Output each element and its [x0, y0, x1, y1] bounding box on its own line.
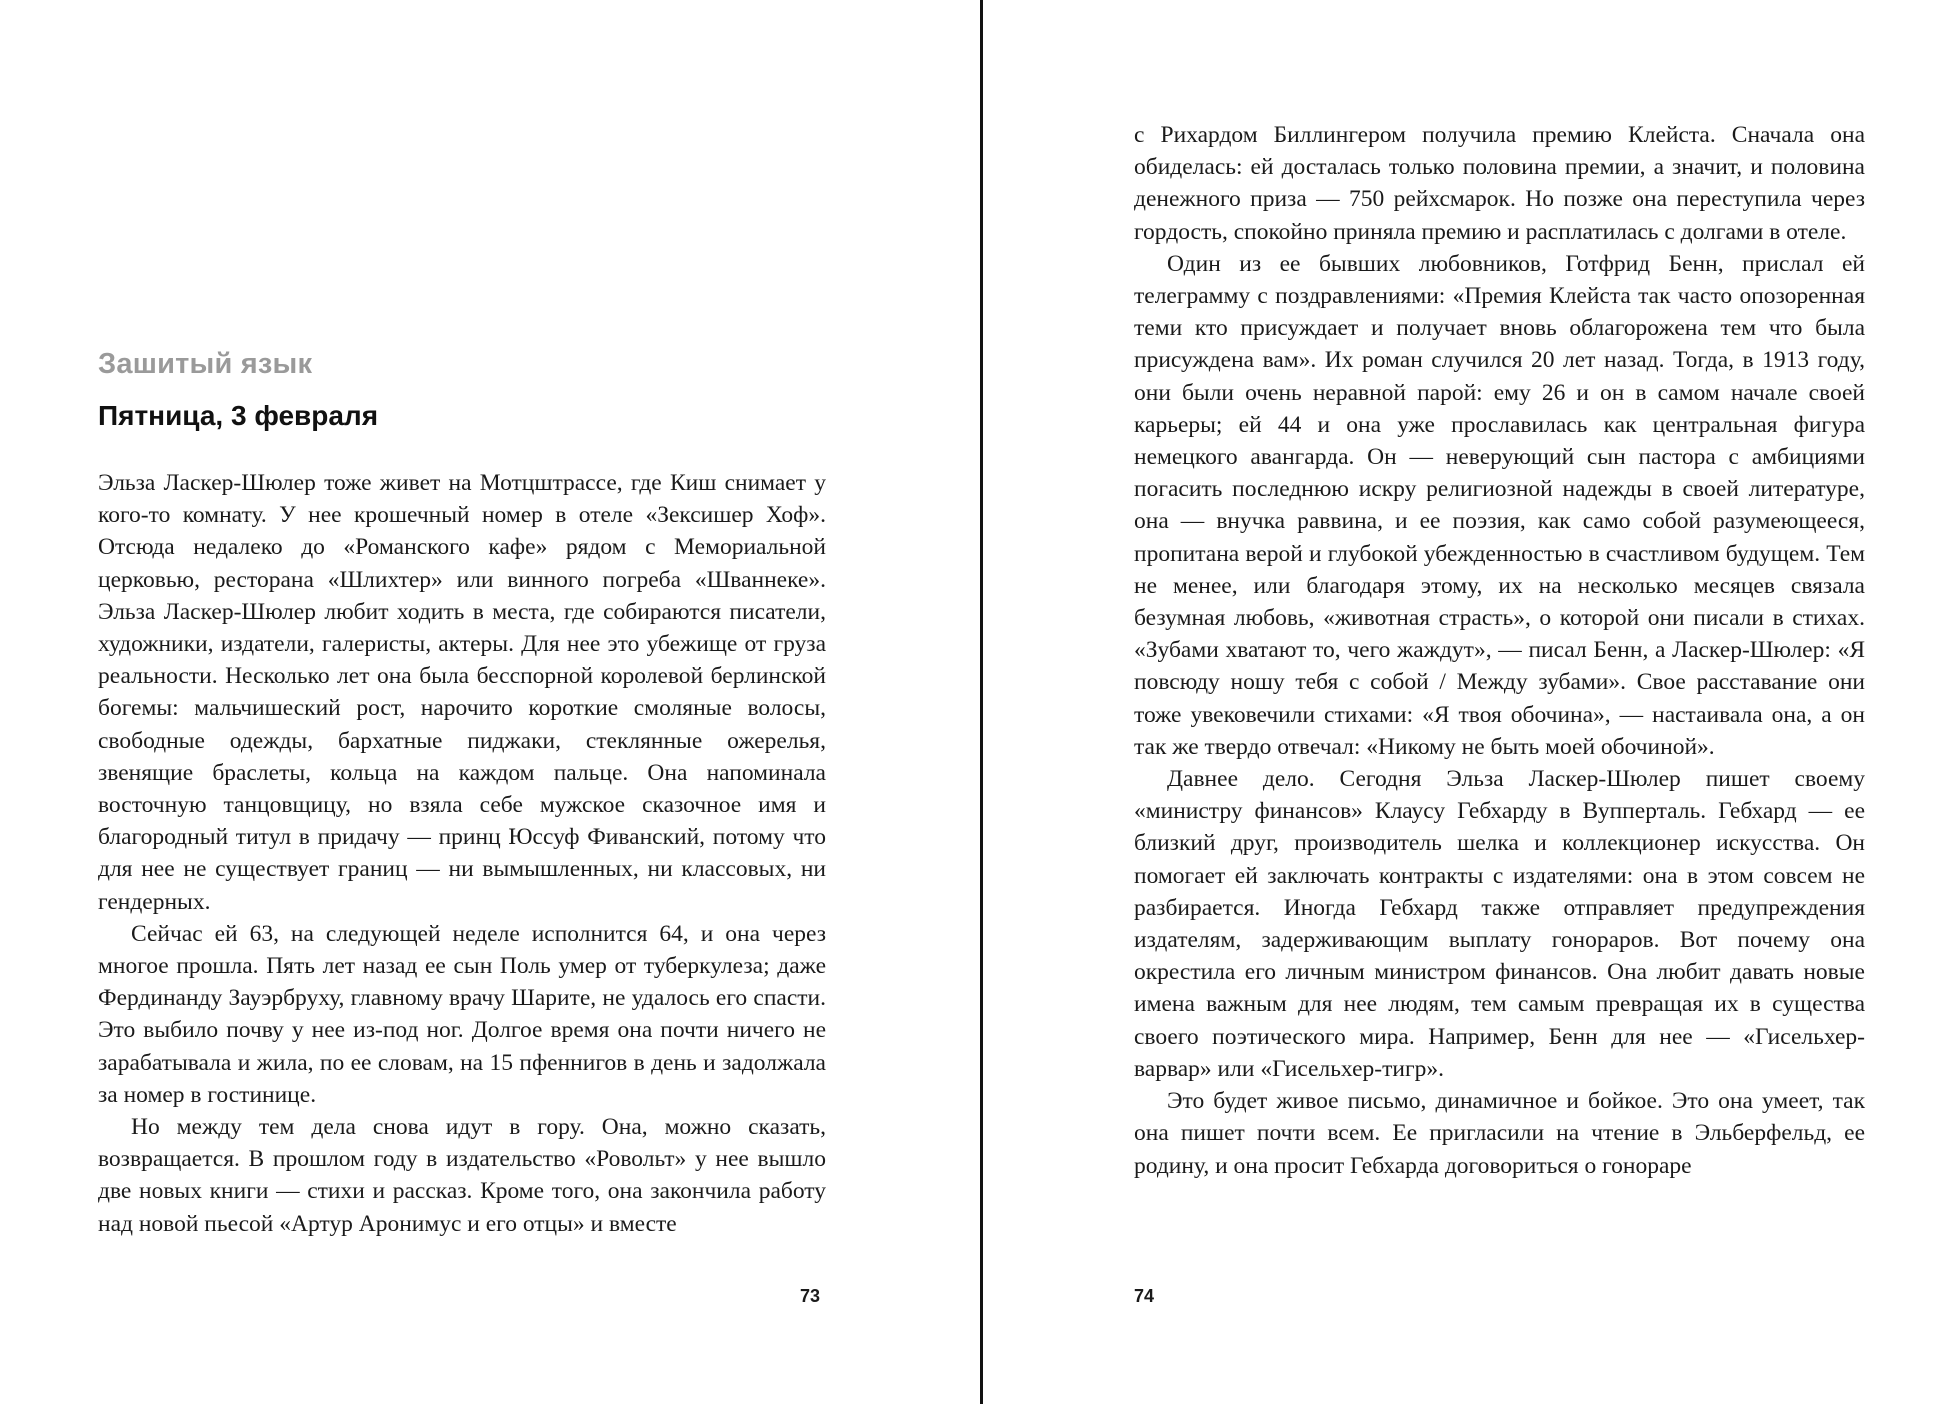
paragraph: Эльза Ласкер-Шюлер тоже живет на Мотцштрассе, где Киш снимает у кого-то комнату. У нее крошечный номер в отеле «Зексишер Хоф». Отсюда недалеко до «Романского кафе» рядом с Мемориальной церковью, ресторана «Шлихтер» или винного погреба «Шваннеке». Эльза Ласкер-Шюлер любит ходить в места, где собираются писатели, художники, издатели, галеристы, актеры. Для нее это убежище от груза реальности. Несколько лет она была бесспорной королевой берлинской богемы: мальчишеский рост, нарочито короткие смоляные волосы, свободные одежды, бархатные пиджаки, стеклянные ожерелья, звенящие браслеты, кольца на каждом пальце. Она напоминала восточную танцовщицу, но взяла себе мужское сказочное имя и благородный титул в придачу — принц Юссуф Фиванский, потому что для нее не существует границ — ни вымышленных, ни классовых, ни гендерных. [98, 470, 826, 915]
page-number: 73 [800, 1286, 821, 1306]
chapter-title: Зашитый язык [98, 348, 313, 380]
page-number: 74 [1134, 1286, 1155, 1306]
right-page-body [1134, 119, 1865, 1182]
paragraph: Сейчас ей 63, на следующей неделе исполнится 64, и она через многое прошла. Пять лет назад ее сын Поль умер от туберкулеза; даже Фердинанду Зауэрбруху, главному врачу Шарите, не удалось его спасти. Это выбило почву у нее из-под ног. Долгое время она почти ничего не зарабатывала и жила, по ее словам, на 15 пфеннигов в день и задолжала за номер в гостинице. [98, 920, 826, 1108]
paragraph: Один из ее бывших любовников, Готфрид Бенн, прислал ей телеграмму с поздравлениями: «Премия Клейста так часто опозоренная теми кто присуждает и получает вновь облагорожена тем что была присуждена вам». Их роман случился 20 лет назад. Тогда, в 1913 году, они были очень неравной парой: ему 26 и он в самом начале своей карьеры; ей 44 и она уже прославилась как центральная фигура немецкого авангарда. Он — неверующий сын пастора с амбициями погасить последнюю искру религиозной надежды в своей литературе, она — внучка раввина, и ее поэзия, как само собой разумеющееся, пропитана верой и глубокой убежденностью в счастливом будущем. Тем не менее, или благодаря этому, их на несколько месяцев связала безумная любовь, «животная страсть», о которой они писали в стихах. «Зубами хватают то, чего жаждут», — писал Бенн, а Ласкер-Шюлер: «Я повсюду ношу тебя с собой / Между зубами». Свое расставание они тоже увековечили стихами: «Я твоя обочина», — настаивала она, а он так же твердо отвечал: «Никому не быть моей обочиной». [1134, 250, 1865, 760]
right-page [983, 0, 1954, 1404]
left-page-body [98, 467, 826, 1240]
paragraph: Но между тем дела снова идут в гору. Она, можно сказать, возвращается. В прошлом году в издательство «Ровольт» у нее вышло две новых книги — стихи и рассказ. Кроме того, она закончила работу над новой пьесой «Артур Аронимус и его отцы» и вместе [98, 1114, 826, 1237]
paragraph: Давнее дело. Сегодня Эльза Ласкер-Шюлер пишет своему «министру финансов» Клаусу Гебхарду в Вупперталь. Гебхард — ее близкий друг, производитель шелка и коллекционер искусства. Он помогает ей заключать контракты с издателями: она в этом совсем не разбирается. Иногда Гебхард также отправляет предупреждения издателям, задерживающим выплату гонораров. Вот почему она окрестила его личным министром финансов. Она любит давать новые имена важным для нее людям, тем самым превращая их в существа своего поэтического мира. Например, Бенн для нее — «Гисельхер-варвар» или «Гисельхер-тигр». [1134, 766, 1865, 1082]
paragraph: с Рихардом Биллингером получила премию Клейста. Сначала она обиделась: ей досталась только половина премии, а значит, и половина денежного приза — 750 рейхсмарок. Но позже она переступила через гордость, спокойно приняла премию и расплатилась с долгами в отеле. [1134, 122, 1865, 245]
paragraph: Это будет живое письмо, динамичное и бойкое. Это она умеет, так она пишет почти всем. Ее пригласили на чтение в Эльберфельд, ее родину, и она просит Гебхарда договориться о гонораре [1134, 1088, 1865, 1179]
chapter-subtitle: Пятница, 3 февраля [98, 400, 379, 431]
